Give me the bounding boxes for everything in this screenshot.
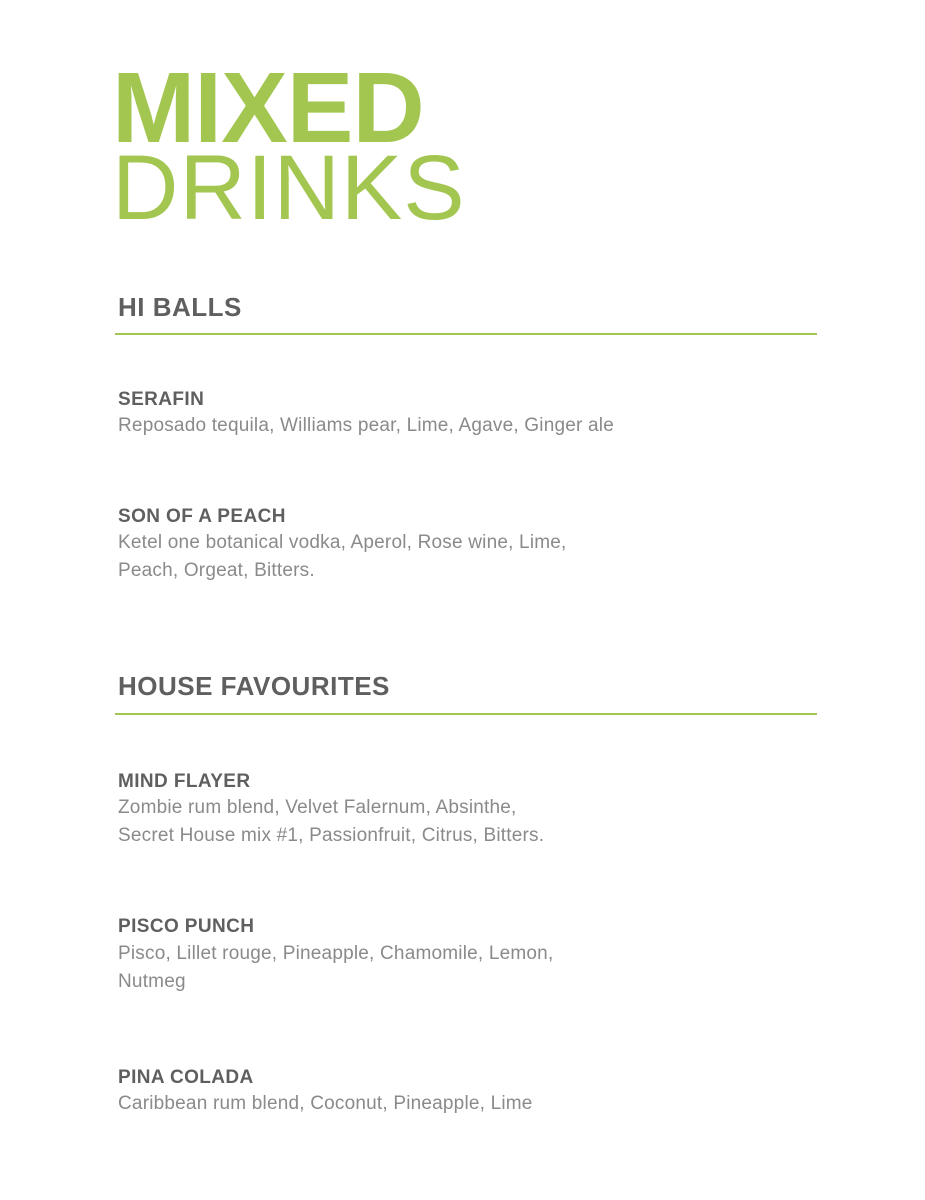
item-description-line: Caribbean rum blend, Coconut, Pineapple, Lime <box>118 1093 533 1114</box>
item-description-line: Reposado tequila, Williams pear, Lime, Agave, Ginger ale <box>118 415 614 436</box>
item-description-line: Nutmeg <box>118 971 186 992</box>
item-description-line: Pisco, Lillet rouge, Pineapple, Chamomile, Lemon, <box>118 943 554 964</box>
item-description <box>118 529 567 585</box>
item-description-line: Zombie rum blend, Velvet Falernum, Absinthe, <box>118 797 517 818</box>
item-description <box>118 1090 533 1118</box>
section-divider-hi-balls <box>115 333 817 335</box>
item-description-line: Peach, Orgeat, Bitters. <box>118 560 315 581</box>
item-name: PISCO PUNCH <box>118 916 255 937</box>
item-description <box>118 940 553 996</box>
item-name: MIND FLAYER <box>118 771 251 792</box>
item-description <box>118 794 544 850</box>
section-heading-hi-balls: HI BALLS <box>118 292 242 322</box>
item-description <box>118 412 614 440</box>
item-name: SON OF A PEACH <box>118 506 286 527</box>
item-description-line: Secret House mix #1, Passionfruit, Citrus, Bitters. <box>118 825 545 846</box>
menu-title-line-2: DRINKS <box>112 137 466 239</box>
item-description-line: Ketel one botanical vodka, Aperol, Rose wine, Lime, <box>118 532 567 553</box>
section-divider-house-favourites <box>115 713 817 715</box>
item-name: PINA COLADA <box>118 1067 254 1088</box>
item-name: SERAFIN <box>118 389 205 410</box>
menu-title-line-1: MIXED <box>112 52 424 164</box>
section-heading-house-favourites: HOUSE FAVOURITES <box>118 671 390 701</box>
